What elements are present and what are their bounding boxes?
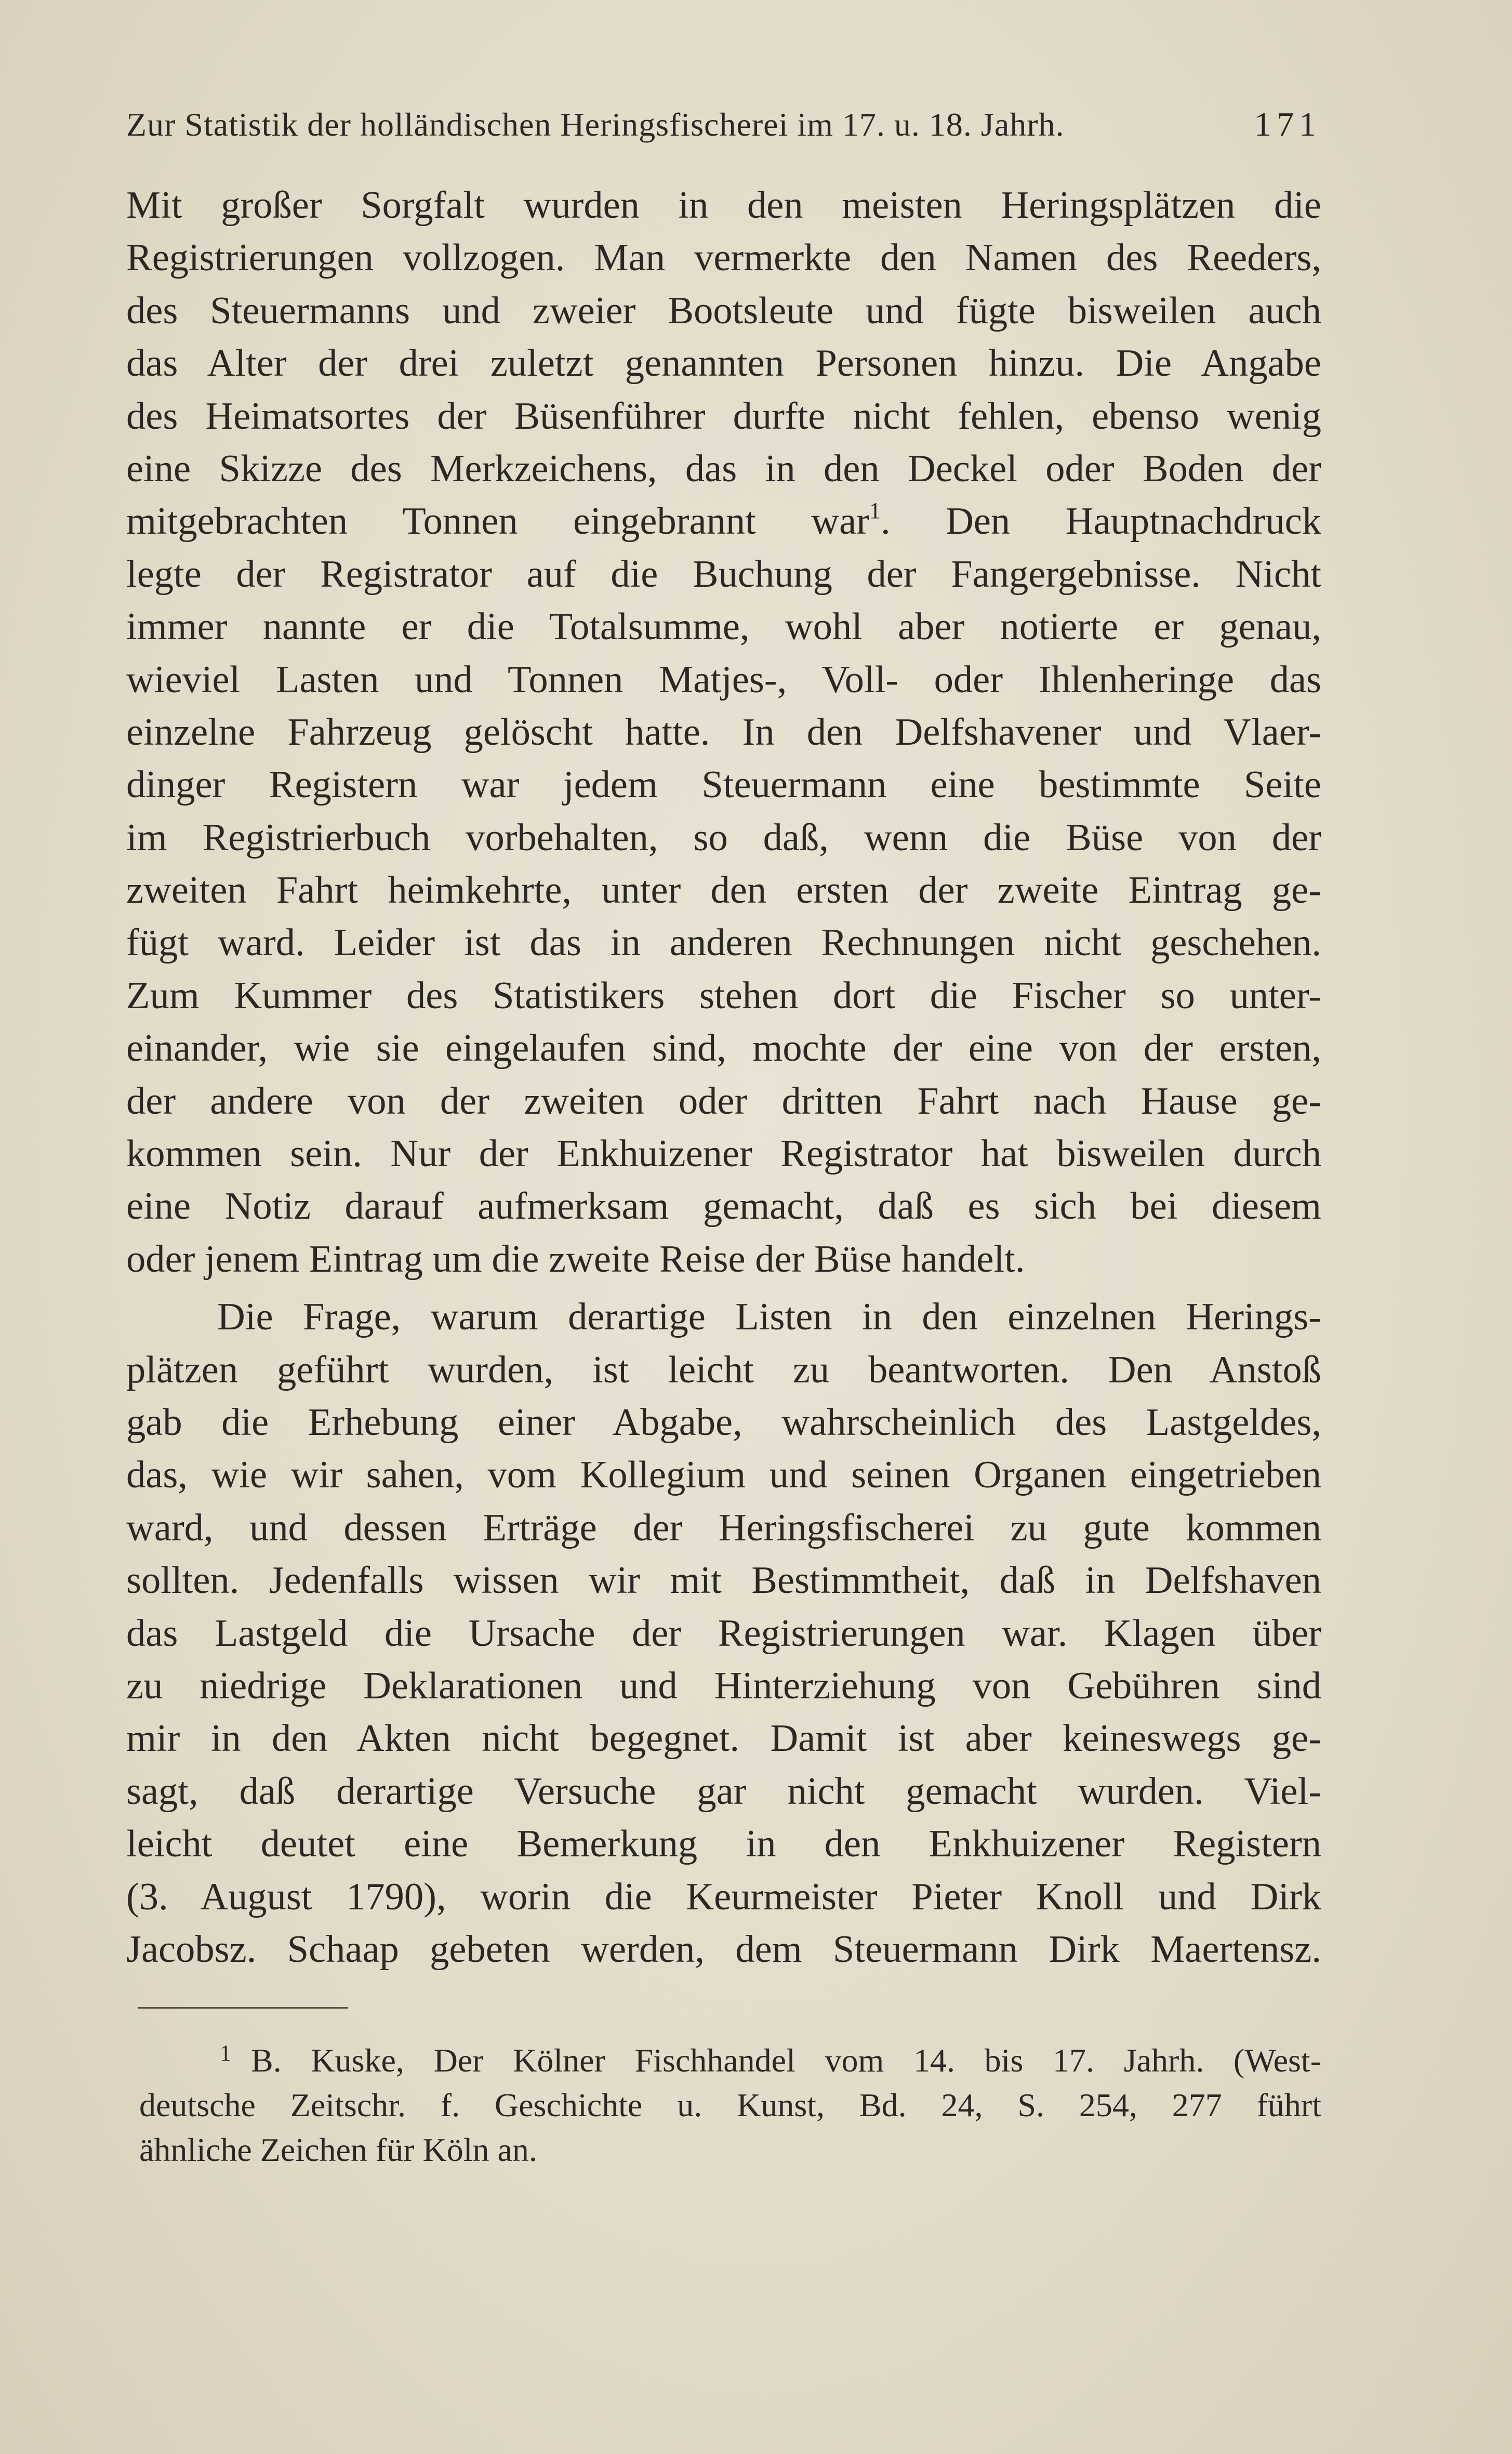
text-line: ward, und dessen Erträge der Heringsfischerei zu gute kommen bbox=[126, 1506, 1321, 1549]
text-line-part: . Den Hauptnachdruck bbox=[880, 500, 1321, 543]
footnote-marker: 1 bbox=[220, 2040, 231, 2066]
text-line: (3. August 1790), worin die Keurmeister Pieter Knoll und Dirk bbox=[126, 1875, 1321, 1918]
text-line: wieviel Lasten und Tonnen Matjes-, Voll- oder Ihlenheringe das bbox=[126, 658, 1321, 701]
footnotes bbox=[139, 2038, 1321, 2172]
text-line: leicht deutet eine Bemerkung in den Enkhuizener Registern bbox=[126, 1823, 1321, 1866]
text-line: Mit großer Sorgfalt wurden in den meisten Heringsplätzen die bbox=[126, 184, 1321, 227]
text-line: eine Skizze des Merkzeichens, das in den Deckel oder Boden der bbox=[126, 447, 1321, 490]
text-line: sagt, daß derartige Versuche gar nicht gemacht wurden. Viel- bbox=[126, 1770, 1321, 1813]
text-line: Die Frage, warum derartige Listen in den einzelnen Herings- bbox=[217, 1296, 1321, 1339]
text-line: im Registrierbuch vorbehalten, so daß, wenn die Büse von der bbox=[126, 816, 1321, 859]
text-line: eine Notiz darauf aufmerksam gemacht, daß es sich bei diesem bbox=[126, 1185, 1321, 1228]
text-line: legte der Registrator auf die Buchung der Fangergebnisse. Nicht bbox=[126, 552, 1321, 596]
footnote-line: ähnliche Zeichen für Köln an. bbox=[139, 2131, 537, 2168]
text-line: mir in den Akten nicht begegnet. Damit ist aber keineswegs ge- bbox=[126, 1717, 1321, 1760]
text-line: fügt ward. Leider ist das in anderen Rechnungen nicht geschehen. bbox=[126, 921, 1321, 965]
text-line: plätzen geführt wurden, ist leicht zu beantworten. Den Anstoß bbox=[126, 1348, 1321, 1391]
text-line-part: mitgebrachten Tonnen eingebrannt war bbox=[126, 500, 869, 543]
page-number: 171 bbox=[1254, 105, 1321, 143]
text-line: sollten. Jedenfalls wissen wir mit Bestimmtheit, daß in Delfshaven bbox=[126, 1559, 1321, 1602]
paragraph-gap bbox=[126, 1286, 1321, 1291]
text-line: dinger Registern war jedem Steuermann eine bestimmte Seite bbox=[126, 763, 1321, 807]
footnote-text: B. Kuske, Der Kölner Fischhandel vom 14. bis 17. Jahrh. (West- bbox=[251, 2042, 1321, 2079]
footnote-line bbox=[139, 2038, 1321, 2083]
text-line: gab die Erhebung einer Abgabe, wahrscheinlich des Lastgeldes, bbox=[126, 1401, 1321, 1444]
text-line: einzelne Fahrzeug gelöscht hatte. In den Delfshavener und Vlaer- bbox=[126, 710, 1321, 754]
text-line: das, wie wir sahen, vom Kollegium und seinen Organen eingetrieben bbox=[126, 1454, 1321, 1497]
text-line: das Alter der drei zuletzt genannten Personen hinzu. Die Angabe bbox=[126, 342, 1321, 385]
running-title: Zur Statistik der holländischen Heringsfischerei im 17. u. 18. Jahrh. bbox=[126, 106, 1065, 143]
text-line: der andere von der zweiten oder dritten Fahrt nach Hause ge- bbox=[126, 1079, 1321, 1123]
footnote-line: deutsche Zeitschr. f. Geschichte u. Kunst, Bd. 24, S. 254, 277 führt bbox=[139, 2087, 1321, 2123]
text-line: Registrierungen vollzogen. Man vermerkte den Namen des Reeders, bbox=[126, 236, 1321, 280]
text-line: kommen sein. Nur der Enkhuizener Registrator hat bisweilen durch bbox=[126, 1132, 1321, 1176]
text-line-with-footnote bbox=[126, 495, 1321, 548]
text-line: oder jenem Eintrag um die zweite Reise der Büse handelt. bbox=[126, 1237, 1025, 1281]
text-line: zweiten Fahrt heimkehrte, unter den ersten der zweite Eintrag ge- bbox=[126, 869, 1321, 912]
footnote-reference: 1 bbox=[869, 498, 881, 524]
text-line: Zum Kummer des Statistikers stehen dort die Fischer so unter- bbox=[126, 974, 1321, 1017]
text-line: einander, wie sie eingelaufen sind, mochte der eine von der ersten, bbox=[126, 1027, 1321, 1070]
main-text bbox=[126, 179, 1321, 1976]
footnote-divider bbox=[138, 2007, 348, 2009]
running-head bbox=[126, 101, 1321, 148]
text-line: immer nannte er die Totalsumme, wohl aber notierte er genau, bbox=[126, 605, 1321, 649]
text-line: des Steuermanns und zweier Bootsleute und fügte bisweilen auch bbox=[126, 289, 1321, 332]
text-line: Jacobsz. Schaap gebeten werden, dem Steuermann Dirk Maertensz. bbox=[126, 1928, 1321, 1971]
text-line: des Heimatsortes der Büsenführer durfte nicht fehlen, ebenso wenig bbox=[126, 394, 1321, 438]
text-line: das Lastgeld die Ursache der Registrierungen war. Klagen über bbox=[126, 1612, 1321, 1655]
text-line: zu niedrige Deklarationen und Hinterziehung von Gebühren sind bbox=[126, 1664, 1321, 1707]
